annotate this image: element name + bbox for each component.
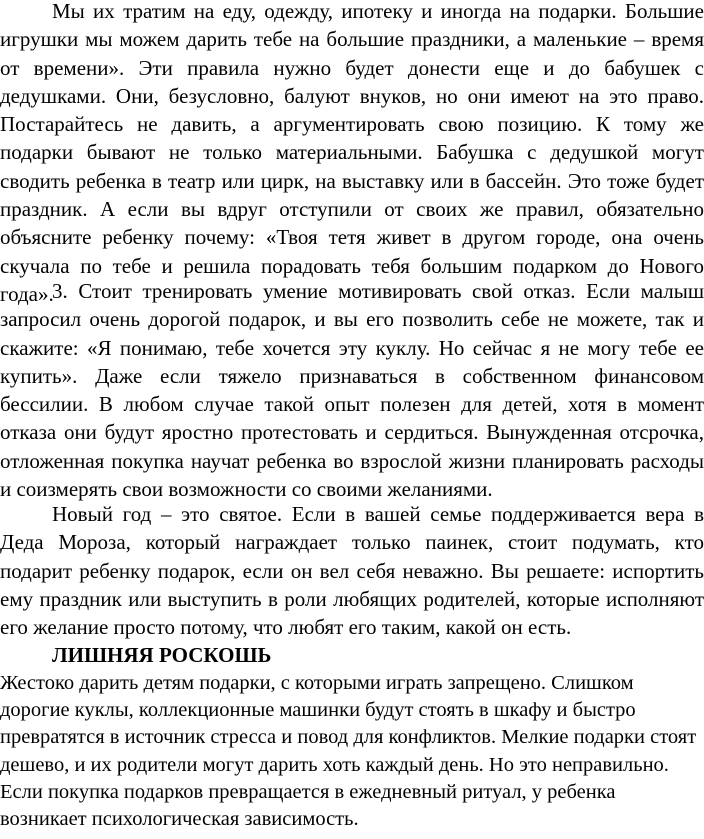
section-heading: ЛИШНЯЯ РОСКОШЬ [52, 643, 272, 667]
paragraph-new-year: Новый год – это святое. Если в вашей семье поддерживается вера в Деда Мороза, который награждает только паинек, стоит подумать, кто подарит ребенку подарок, если он вел себя неважно. Вы решаете: испортить ему праздник или выступить в роли любящих родителей, которые исполняют его желание просто потому, что любят его таким, какой он есть. [0, 502, 704, 640]
paragraph-excess-luxury: Жестоко дарить детям подарки, с которыми играть запрещено. Слишком дорогие куклы, коллекционные машинки будут стоять в шкафу и быстро превратятся в источник стресса и повод для конфликтов. Мелкие подарки стоят дешево, и их родители могут дарить хоть каждый день. Но это неправильно. Если покупка подарков превращается в ежедневный ритуал, у ребенка возникает психологическая зависимость. [0, 672, 697, 831]
paragraph-motivate-refusal: 3. Стоит тренировать умение мотивировать свой отказ. Если малыш запросил очень дорогой подарок, и вы его позволить себе не можете, так и скажите: «Я понимаю, тебе хочется эту куклу. Но сейчас я не могу тебе ее купить». Даже если тяжело признаваться в собственном финансовом бессилии. В любом случае такой опыт полезен для детей, хотя в момент отказа они будут яростно протестовать и сердиться. Вынужденная отсрочка, отложенная покупка научат ребенка во взрослой жизни планировать расходы и соизмерять свои возможности со своими желаниями. [0, 279, 704, 502]
paragraph-budget-rules: Мы их тратим на еду, одежду, ипотеку и иногда на подарки. Большие игрушки мы можем дарить тебе на большие праздники, а маленькие – время от времени». Эти правила нужно будет донести еще и до бабушек с дедушками. Они, безусловно, балуют внуков, но они имеют на это право. Постарайтесь не давить, а аргументировать свою позицию. К тому же подарки бывают не только материальными. Бабушка с дедушкой могут сводить ребенка в театр или цирк, на выставку или в бассейн. Это тоже будет праздник. А если вы вдруг отступили от своих же правил, обязательно объясните ребенку почему: «Твоя тетя живет в другом городе, она очень скучала по тебе и решила порадовать тебя большим подарком до Нового года». [0, 0, 704, 306]
